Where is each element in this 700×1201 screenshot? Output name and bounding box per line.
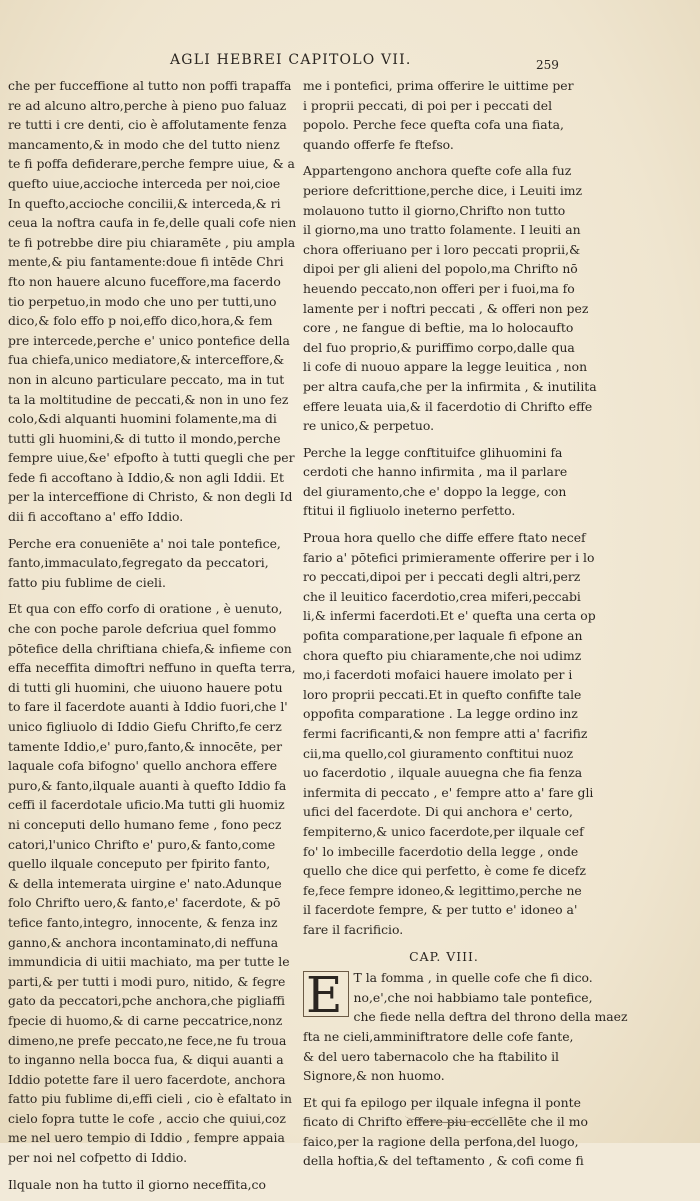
- text-line: Et qua con effo corfo di oratione , è uenuto,: [8, 601, 283, 617]
- text-line: faico,per la ragione della perfona,del luogo,: [303, 1133, 579, 1149]
- text-line: ni conceputi dello humano feme , fono pecz: [8, 816, 282, 832]
- text-line: che il leuitico facerdotio,crea miferi,peccabi: [303, 588, 581, 604]
- text-line: tutti gli huomini,& di tutto il mondo,perche: [8, 430, 281, 446]
- text-line: pre intercede,perche e' unico pontefice della: [8, 332, 290, 348]
- text-line: che per fucceffione al tutto non poffi trapaffa: [8, 78, 292, 93]
- text-line: non in alcuno particulare peccato, ma in tut: [8, 371, 285, 387]
- page-number: 259: [536, 58, 559, 72]
- text-line: tefice fanto,integro, innocente, & fenza inz: [8, 914, 278, 930]
- chapter-paragraph: [303, 966, 628, 1086]
- text-line: folo Chrifto uero,& fanto,e' facerdote, & pō: [8, 895, 281, 911]
- text-line: Proua hora quello che diffe effere ftato necef: [303, 530, 586, 546]
- right-paragraph: [303, 76, 585, 154]
- text-line: li,& infermi facerdoti.Et e' quefta una certa op: [303, 608, 596, 624]
- text-line: fpecie di huomo,& di carne peccatrice,nonz: [8, 1012, 283, 1028]
- text-line: ftitui il figliuolo ineterno perfetto.: [303, 503, 516, 519]
- text-line: me i pontefici, prima offerire le uittime per: [303, 78, 574, 93]
- chapter-text: [303, 966, 628, 1171]
- chapter-paragraph: [303, 1093, 588, 1171]
- text-line: infermita di peccato , e' fempre atto a' fare gli: [303, 784, 594, 800]
- text-line: fua chiefa,unico mediatore,& interceffore,&: [8, 352, 285, 368]
- text-line: quando offerfe fe ftefso.: [303, 136, 454, 152]
- text-line: me nel uero tempio di Iddio , fempre appaia: [8, 1130, 285, 1146]
- text-line: tamente Iddio,e' puro,fanto,& innocēte, per: [8, 738, 283, 754]
- text-line: fede fi accoftano à Iddio,& non agli Iddii. Et: [8, 469, 284, 485]
- text-line: immundicia di uitii machiato, ma per tutte le: [8, 954, 290, 970]
- text-line: ceua la noftra caufa in fe,delle quali cofe nien: [8, 215, 297, 231]
- text-line: re unico,& perpetuo.: [303, 418, 435, 434]
- dropcap-letter: E: [303, 971, 349, 1017]
- text-line: effere leuata uia,& il facerdotio di Chrifto effe: [303, 398, 593, 414]
- text-line: dico,& folo effo p noi,effo dico,hora,& fem: [8, 313, 273, 329]
- text-line: Perche la legge conftituifce glihuomini fa: [303, 444, 563, 460]
- text-line: ganno,& anchora incontaminato,di neffuna: [8, 934, 279, 950]
- text-line: fatto piu fublime de cieli.: [8, 574, 166, 590]
- left-paragraph: [8, 599, 296, 1167]
- text-line: chora offeriuano per i loro peccati proprii,&: [303, 241, 581, 257]
- text-line: Iddio potette fare il uero facerdote, anchora: [8, 1071, 286, 1087]
- text-line: quello ilquale conceputo per fpirito fanto,: [8, 856, 271, 872]
- left-column: [8, 76, 297, 1201]
- text-line: tio perpetuo,in modo che uno per tutti,uno: [8, 293, 277, 309]
- text-line: uo facerdotio , ilquale auuegna che fia fenza: [303, 765, 583, 781]
- text-line: re ad alcuno altro,perche à pieno puo faluaz: [8, 97, 287, 113]
- text-line: T la fomma , in quelle cofe che fi dico.: [353, 970, 593, 986]
- text-line: per noi nel cofpetto di Iddio.: [8, 1150, 188, 1166]
- text-line: no,e',che noi habbiamo tale pontefice,: [353, 989, 593, 1005]
- text-line: Signore,& non huomo.: [303, 1068, 445, 1084]
- text-line: quello che dice qui perfetto, è come fe dicefz: [303, 863, 586, 879]
- text-line: pōtefice della chriftiana chiefa,& infieme con: [8, 640, 292, 656]
- text-line: fanto,immaculato,fegregato da peccatori,: [8, 555, 269, 571]
- text-line: & del uero tabernacolo che ha ftabilito il: [303, 1048, 560, 1064]
- right-paragraph: [303, 528, 596, 939]
- text-line: Perche era conueniēte a' noi tale pontefice,: [8, 535, 281, 551]
- left-paragraph: [8, 76, 297, 527]
- text-line: lamente per i noftri peccati , & offeri non pez: [303, 300, 589, 316]
- text-line: unico figliuolo di Iddio Giefu Chrifto,fe cerz: [8, 719, 282, 734]
- right-paragraph: [303, 161, 597, 435]
- text-line: laquale cofa bifogno' quello anchora effere: [8, 758, 278, 774]
- text-line: fta ne cieli,amminiftratore delle cofe fante,: [303, 1028, 574, 1044]
- text-line: per altra caufa,che per la infirmita , & inutilita: [303, 378, 597, 394]
- text-line: molauono tutto il giorno,Chrifto non tutto: [303, 202, 566, 218]
- text-line: parti,& per tutti i modi puro, nitido, & fegre: [8, 973, 286, 989]
- text-line: fempiterno,& unico facerdote,per ilquale cef: [303, 823, 584, 839]
- text-line: mancamento,& in modo che del tutto nienz: [8, 136, 280, 152]
- text-line: quefto uiue,accioche interceda per noi,cioe: [8, 175, 281, 191]
- text-line: core , ne fangue di beftie, ma lo holocaufto: [303, 320, 574, 336]
- text-line: colo,&di alquanti huomini folamente,ma di: [8, 411, 277, 427]
- running-header: AGLI HEBREI CAPITOLO VII.: [170, 52, 412, 68]
- text-line: fare il facrificio.: [303, 921, 404, 937]
- text-line: to inganno nella bocca fua, & diqui auanti a: [8, 1052, 284, 1068]
- text-line: fo' lo imbecille facerdotio della legge , onde: [303, 843, 579, 859]
- text-line: te fi potrebbe dire piu chiaramēte , piu ampla: [8, 234, 296, 250]
- text-line: fe,fece fempre idoneo,& legittimo,perche ne: [303, 882, 582, 898]
- text-line: che fiede nella deftra del throno della maez: [353, 1009, 628, 1025]
- text-line: del giuramento,che e' doppo la legge, con: [303, 483, 567, 499]
- text-line: fatto piu fublime di,effi cieli , cio è efaltato in: [8, 1091, 292, 1107]
- text-line: Appartengono anchora quefte cofe alla fuz: [303, 163, 572, 179]
- text-line: il giorno,ma uno tratto folamente. I leuiti an: [303, 222, 581, 238]
- text-line: effa neceffita dimoftri neffuno in quefta terra,: [8, 660, 296, 676]
- text-line: & della intemerata uirgine e' nato.Adunque: [8, 875, 282, 891]
- text-line: mente,& piu fantamente:doue fi intēde Chri: [8, 254, 284, 270]
- text-line: chora quefto piu chiaramente,che noi udimz: [303, 647, 582, 663]
- text-line: cielo fopra tutte le cofe , accio che quiui,coz: [8, 1110, 286, 1126]
- text-line: che con poche parole defcriua quel fommo: [8, 621, 277, 637]
- text-line: to fare il facerdote auanti à Iddio fuori,che l': [8, 699, 288, 715]
- text-line: loro proprii peccati.Et in quefto confifte tale: [303, 686, 582, 702]
- text-line: gato da peccatori,pche anchora,che pigliaffi: [8, 993, 285, 1009]
- text-line: ufici del facerdote. Di qui anchora e' certo,: [303, 804, 573, 820]
- text-line: In quefto,accioche concilii,& interceda,& ri: [8, 195, 281, 211]
- text-line: puro,& fanto,ilquale auanti à quefto Iddio fa: [8, 777, 287, 793]
- right-column: [303, 76, 628, 1178]
- text-line: re tutti i cre denti, cio è affolutamente fenza: [8, 117, 287, 133]
- text-line: ceffi il facerdotale uficio.Ma tutti gli huomiz: [8, 797, 285, 813]
- text-line: ro peccati,dipoi per i peccati degli altri,perz: [303, 569, 581, 585]
- text-line: cii,ma quello,col giuramento conftitui nuoz: [303, 745, 574, 761]
- text-line: periore defcrittione,perche dice, i Leuiti imz: [303, 182, 583, 198]
- left-paragraph: [8, 1175, 286, 1195]
- text-line: mo,i facerdoti mofaici hauere imolato per i: [303, 667, 573, 683]
- decorative-ornament: [405, 1108, 495, 1123]
- text-line: fempre uiue,&e' efpofto à tutti quegli che per: [8, 450, 295, 466]
- text-line: Ilquale non ha tutto il giorno neceffita,co: [8, 1176, 266, 1192]
- right-column-paragraphs: [303, 76, 597, 940]
- text-line: heuendo peccato,non offeri per i fuoi,ma fo: [303, 280, 575, 296]
- text-line: popolo. Perche fece quefta cofa una fiata,: [303, 117, 564, 133]
- text-line: cerdoti che hanno infirmita , ma il parlare: [303, 464, 568, 480]
- text-line: ficato di Chrifto effere piu eccellēte che il mo: [303, 1114, 588, 1130]
- chapter-heading: CAP. VIII.: [409, 948, 479, 964]
- text-line: fermi facrificanti,& non fempre atti a' facrifiz: [303, 726, 588, 741]
- text-line: pofita comparatione,per laquale fi efpone an: [303, 628, 583, 644]
- text-line: dii fi accoftano a' effo Iddio.: [8, 509, 184, 525]
- text-line: catori,l'unico Chrifto e' puro,& fanto,come: [8, 836, 276, 852]
- text-line: Et qui fa epilogo per ilquale infegna il ponte: [303, 1094, 581, 1110]
- text-line: per la interceffione di Christo, & non degli Id: [8, 489, 293, 505]
- text-line: del fuo proprio,& puriffimo corpo,dalle qua: [303, 339, 575, 355]
- text-line: oppofita comparatione . La legge ordino inz: [303, 706, 578, 722]
- text-line: i proprii peccati, di poi per i peccati del: [303, 97, 553, 113]
- left-paragraph: [8, 534, 286, 593]
- text-line: fario a' pōtefici primieramente offerire per i lo: [303, 549, 595, 565]
- text-line: il facerdote fempre, & per tutto e' idoneo a': [303, 902, 578, 918]
- text-line: li cofe di nuouo appare la legge leuitica , non: [303, 359, 588, 375]
- text-line: te fi poffa defiderare,perche fempre uiue, & a: [8, 156, 295, 172]
- right-paragraph: [303, 443, 585, 521]
- text-line: dipoi per gli alieni del popolo,ma Chrifto nō: [303, 261, 578, 277]
- text-line: di tutti gli huomini, che uiuono hauere potu: [8, 679, 283, 695]
- text-line: della hoftia,& del teftamento , & cofi come fi: [303, 1153, 584, 1169]
- text-line: dimeno,ne prefe peccato,ne fece,ne fu troua: [8, 1032, 287, 1048]
- text-line: fto non hauere alcuno fuceffore,ma facerdo: [8, 273, 281, 289]
- text-line: ta la moltitudine de peccati,& non in uno fez: [8, 391, 289, 407]
